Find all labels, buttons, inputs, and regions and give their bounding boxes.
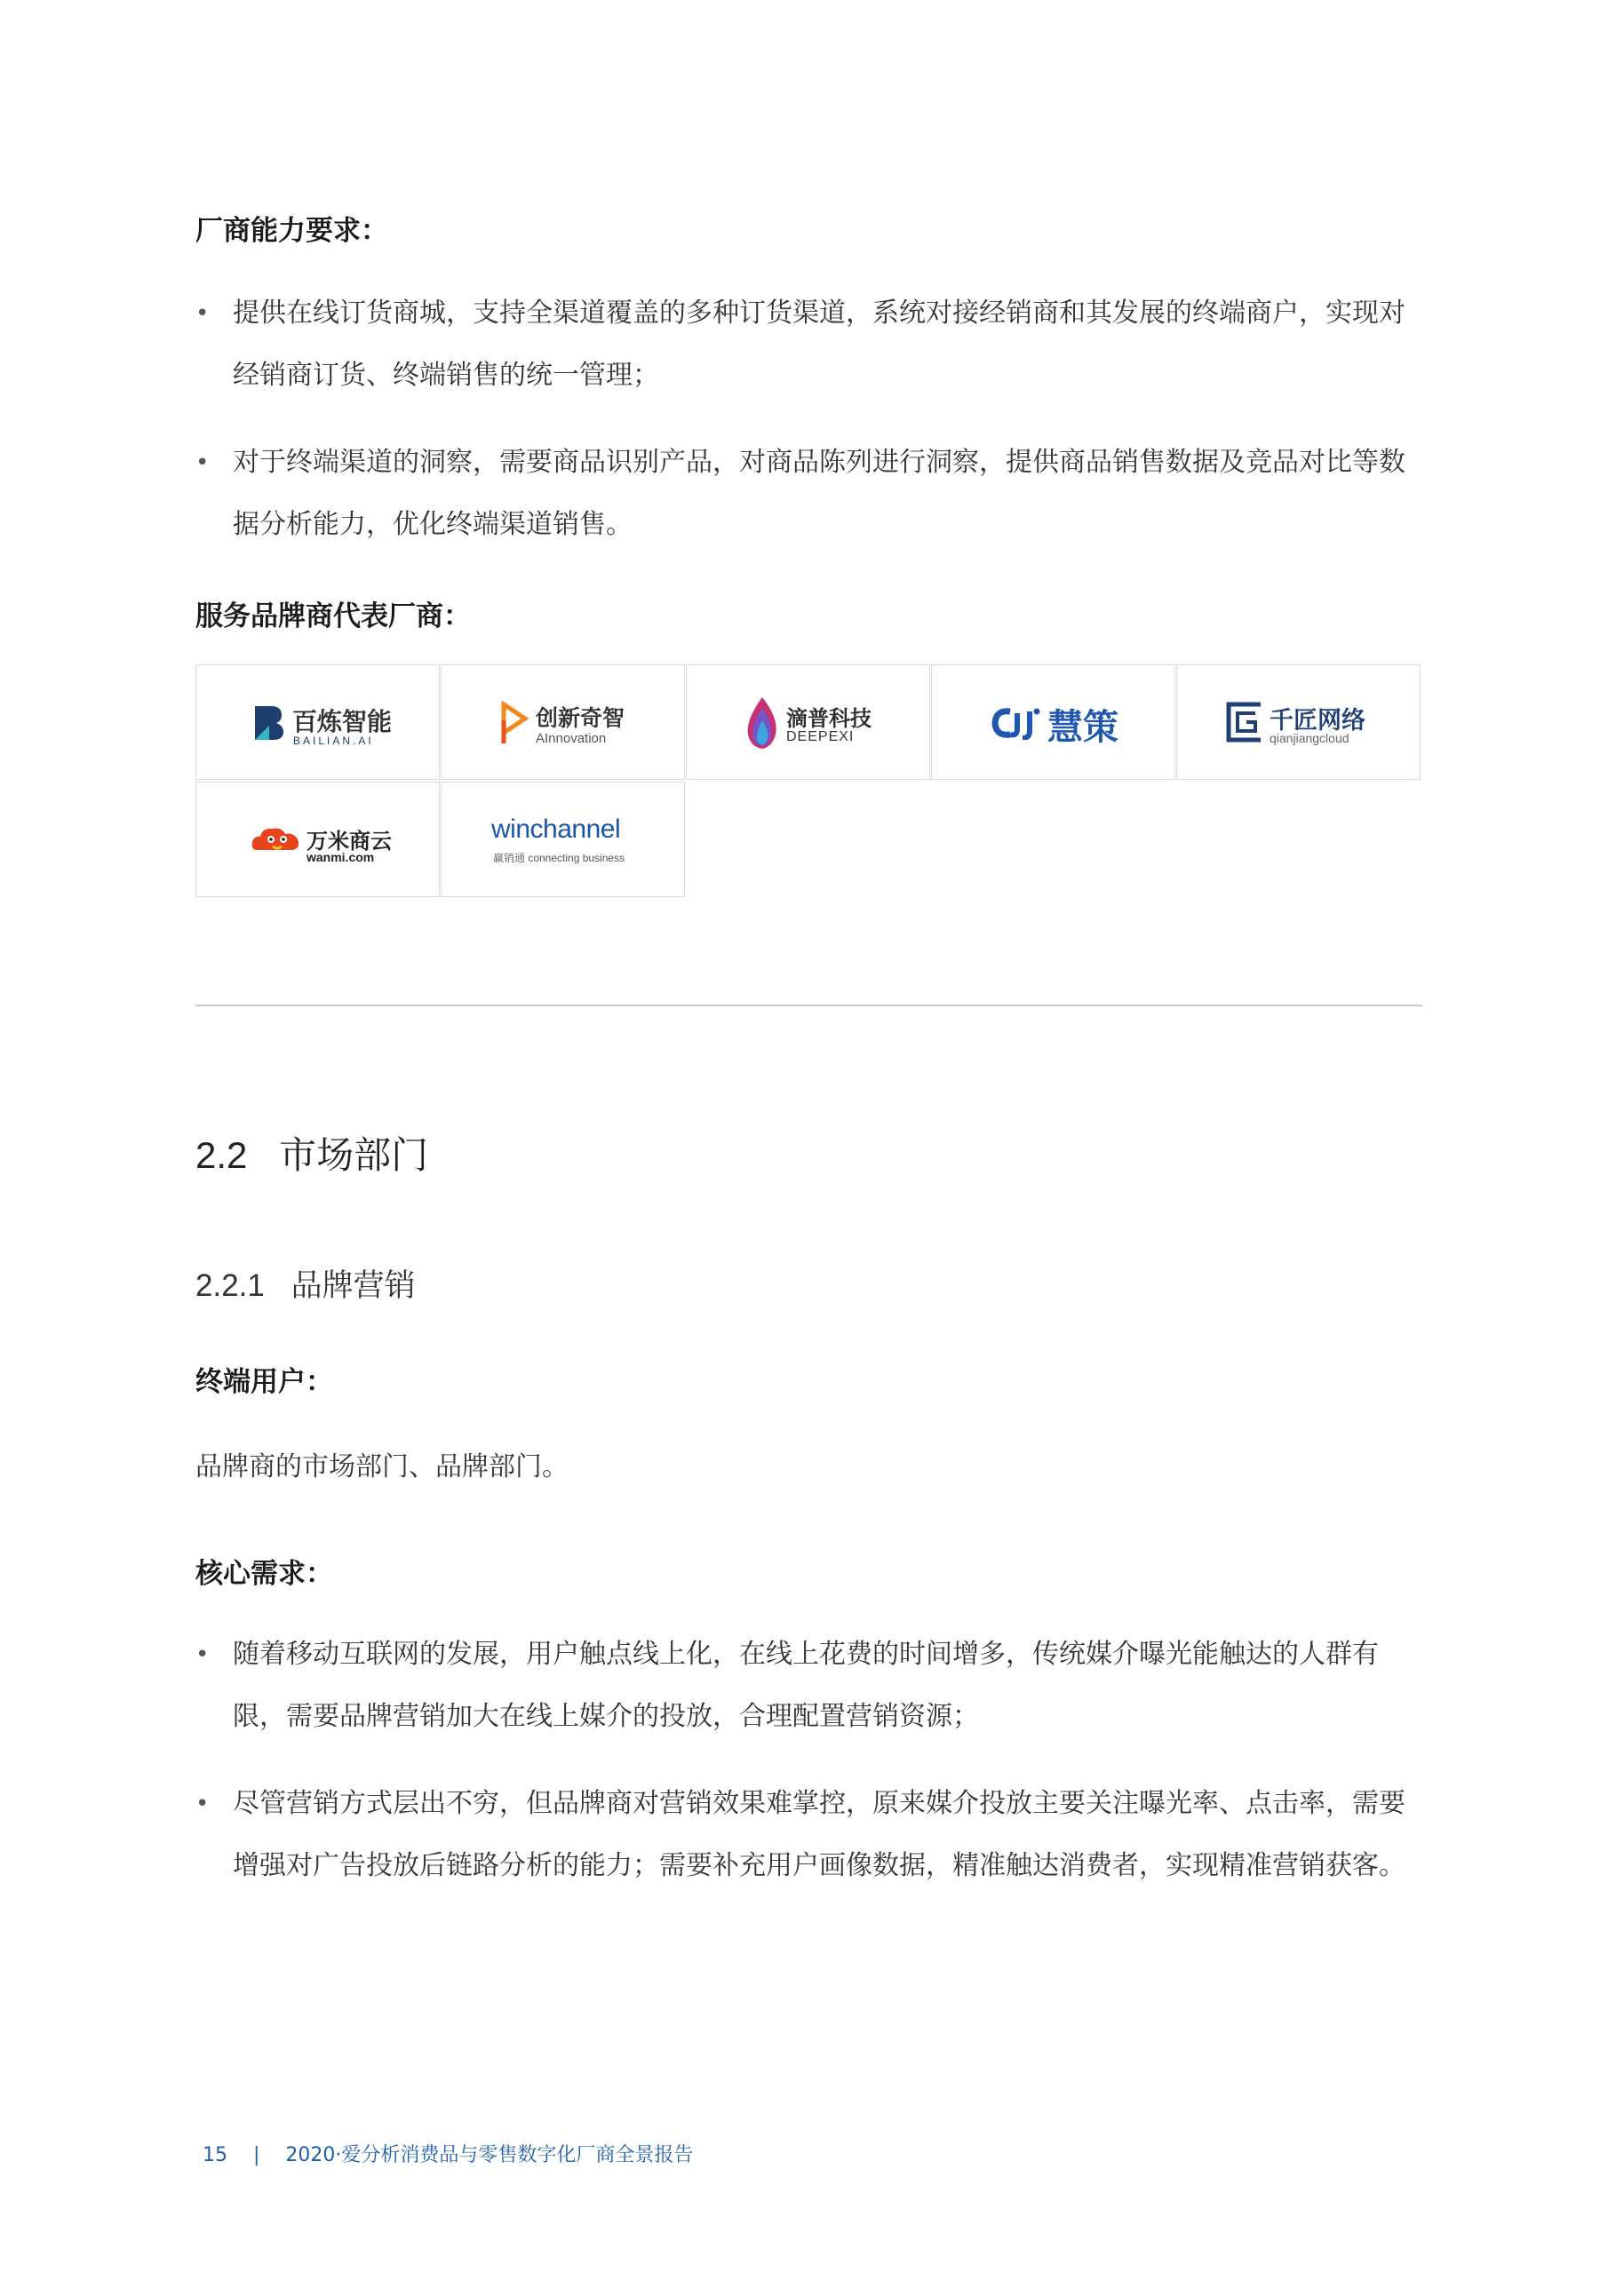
winchannel-logo: winchannel 赢销通 connecting business xyxy=(491,814,625,864)
vendor-cell-wanmi xyxy=(195,782,440,897)
vendor-cell-deepexi xyxy=(686,664,930,780)
vendor-logo-grid xyxy=(195,664,1422,899)
bullet-text: 提供在线订货商城，支持全渠道覆盖的多种订货渠道，系统对接经销商和其发展的终端商户，实现对经销商订货、终端销售的统一管理； xyxy=(233,298,1405,391)
vendor-cell-huice xyxy=(931,664,1175,780)
deepexi-logo-icon xyxy=(744,695,781,751)
bullet-dot: • xyxy=(195,300,210,327)
deepexi-logo: 滴普科技 DEEPEXI xyxy=(687,665,931,781)
ainnovation-logo-icon xyxy=(500,701,529,745)
qianjiang-logo-icon xyxy=(1225,701,1264,743)
ainnovation-logo: 创新奇智 AInnovation xyxy=(442,665,686,781)
section-2-2-1-heading xyxy=(195,1261,416,1306)
vendor-requirements-heading: 厂商能力要求： xyxy=(195,215,388,247)
page-number: 15 xyxy=(203,2144,227,2166)
core-need-bullet-2 xyxy=(195,1773,1421,1897)
bullet-dot: • xyxy=(195,449,210,476)
footer-separator: | xyxy=(253,2144,260,2166)
end-users-heading: 终端用户： xyxy=(195,1366,333,1398)
core-need-bullet-1 xyxy=(195,1624,1421,1748)
bullet-text: 对于终端渠道的洞察，需要商品识别产品，对商品陈列进行洞察，提供商品销售数据及竞品对比等数据分析能力，优化终端渠道销售。 xyxy=(233,447,1405,540)
bullet-text: 随着移动互联网的发展，用户触点线上化，在线上花费的时间增多，传统媒介曝光能触达的人群有限，需要品牌营销加大在线上媒介的投放，合理配置营销资源； xyxy=(233,1639,1379,1732)
huice-logo: 慧策 xyxy=(932,665,1176,781)
report-title: 2020·爱分析消费品与零售数字化厂商全景报告 xyxy=(285,2144,694,2166)
section-number: 2.2 xyxy=(195,1134,248,1176)
bullet-text: 尽管营销方式层出不穷，但品牌商对营销效果难掌控，原来媒介投放主要关注曝光率、点击率，需要增强对广告投放后链路分析的能力；需要补充用户画像数据，精准触达消费者，实现精准营销获客。 xyxy=(233,1788,1405,1881)
section-2-2-heading xyxy=(195,1126,428,1180)
huice-logo-icon xyxy=(991,706,1042,740)
core-needs-heading: 核心需求： xyxy=(195,1558,333,1590)
vendor-cell-qianjiang xyxy=(1176,664,1421,780)
subsection-title: 品牌营销 xyxy=(291,1268,416,1303)
wanmi-logo-icon xyxy=(250,823,303,859)
vendor-requirement-bullet-2 xyxy=(195,432,1421,556)
page-footer xyxy=(203,2140,693,2167)
vendor-cell-ainnovation xyxy=(441,664,685,780)
bullet-dot: • xyxy=(195,1791,210,1817)
vendors-heading: 服务品牌商代表厂商： xyxy=(195,600,471,632)
bailian-logo-icon xyxy=(251,704,287,742)
vendor-cell-bailian xyxy=(195,664,440,780)
vendor-cell-winchannel xyxy=(441,782,685,897)
bullet-dot: • xyxy=(195,1641,210,1668)
section-title: 市场部门 xyxy=(279,1134,429,1176)
section-divider xyxy=(195,1005,1422,1006)
qianjiang-logo: 千匠网络 qianjiangcloud xyxy=(1177,665,1421,781)
bailian-logo: 百炼智能 BAILIAN.AI xyxy=(196,665,441,781)
subsection-number: 2.2.1 xyxy=(195,1268,265,1303)
end-users-text: 品牌商的市场部门、品牌部门。 xyxy=(195,1451,569,1482)
vendor-requirement-bullet-1 xyxy=(195,282,1421,407)
wanmi-logo: 万米商云 wanmi.com xyxy=(196,783,441,898)
